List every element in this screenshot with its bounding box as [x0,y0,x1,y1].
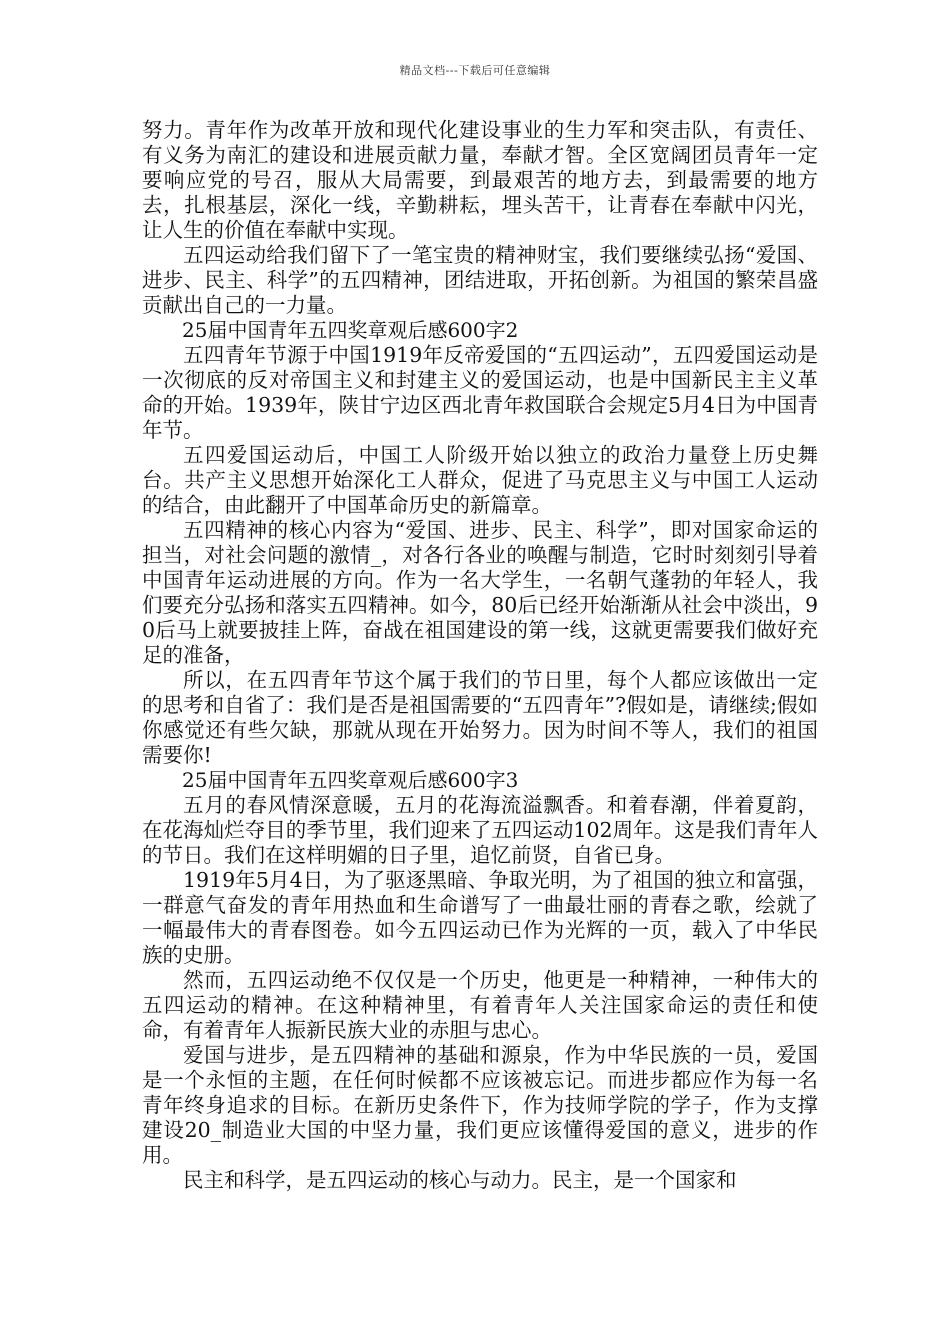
paragraph: 所以，在五四青年节这个属于我们的节日里，每个人都应该做出一定的思考和自省了：我们是否是祖国需要的“五四青年”?假如是，请继续;假如你感觉还有些欠缺，那就从现在开始努力。因为时间不等人，我们的祖国需要你! [142,668,818,767]
page-header: 精品文档---下载后可任意编辑 [399,64,551,77]
section-heading: 25届中国青年五四奖章观后感600字3 [182,768,519,792]
paragraph: 五四爱国运动后，中国工人阶级开始以独立的政治力量登上历史舞台。共产主义思想开始深化工人群众，促进了马克思主义与中国工人运动的结合，由此翻开了中国革命历史的新篇章。 [142,443,818,517]
paragraph: 五四青年节源于中国1919年反帝爱国的“五四运动”，五四爱国运动是一次彻底的反对帝国主义和封建主义的爱国运动，也是中国新民主主义革命的开始。1939年，陕甘宁边区西北青年救国联合会规定5月4日为中国青年节。 [142,343,818,442]
paragraph: 然而，五四运动绝不仅仅是一个历史，他更是一种精神，一种伟大的五四运动的精神。在这种精神里，有着青年人关注国家命运的责任和使命，有着青年人振新民族大业的赤胆与忠心。 [142,968,818,1042]
section-heading: 25届中国青年五四奖章观后感600字2 [182,318,519,342]
paragraph: 五四运动给我们留下了一笔宝贵的精神财宝，我们要继续弘扬“爱国、进步、民主、科学”的五四精神，团结进取，开拓创新。为祖国的繁荣昌盛贡献出自己的一力量。 [142,243,818,317]
paragraph: 努力。青年作为改革开放和现代化建设事业的生力军和突击队，有责任、有义务为南汇的建设和进展贡献力量，奉献才智。全区宽阔团员青年一定要响应党的号召，服从大局需要，到最艰苦的地方去，到最需要的地方去，扎根基层，深化一线，辛勤耕耘，埋头苦干，让青春在奉献中闪光，让人生的价值在奉献中实现。 [142,118,818,242]
paragraph: 爱国与进步，是五四精神的基础和源泉，作为中华民族的一员，爱国是一个永恒的主题，在任何时候都不应该被忘记。而进步都应作为每一名青年终身追求的目标。在新历史条件下，作为技师学院的学子，作为支撑建设20_制造业大国的中坚力量，我们更应该懂得爱国的意义，进步的作用。 [142,1043,818,1167]
paragraph: 民主和科学，是五四运动的核心与动力。民主，是一个国家和 [183,1168,737,1192]
document-body [142,118,818,1193]
paragraph: 五月的春风情深意暖，五月的花海流溢飘香。和着春潮，伴着夏韵，在花海灿烂夺目的季节里，我们迎来了五四运动102周年。这是我们青年人的节日。我们在这样明媚的日子里，追忆前贤，自省已身。 [142,793,818,867]
paragraph: 1919年5月4日，为了驱逐黑暗、争取光明，为了祖国的独立和富强，一群意气奋发的青年用热血和生命谱写了一曲最壮丽的青春之歌，绘就了一幅最伟大的青春图卷。如今五四运动已作为光辉的一页，载入了中华民族的史册。 [142,868,818,967]
paragraph: 五四精神的核心内容为“爱国、进步、民主、科学”，即对国家命运的担当，对社会问题的激情_，对各行各业的唤醒与制造，它时时刻刻引导着中国青年运动进展的方向。作为一名大学生，一名朝气蓬勃的年轻人，我们要充分弘扬和落实五四精神。如今，80后已经开始渐渐从社会中淡出，90后马上就要披挂上阵，奋战在祖国建设的第一线，这就更需要我们做好充足的准备， [142,518,818,667]
